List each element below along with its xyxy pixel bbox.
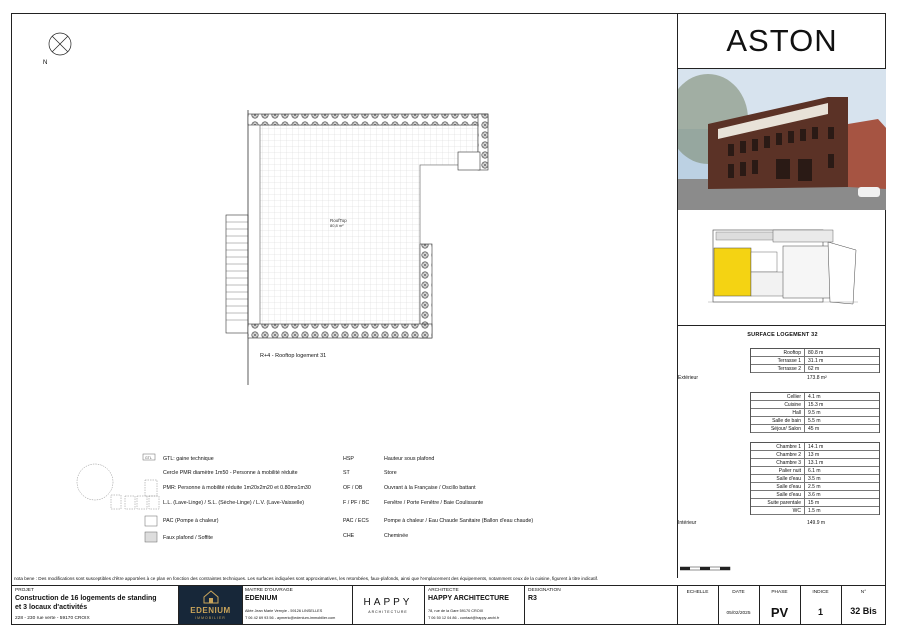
legend-desc: Cheminée bbox=[384, 533, 409, 539]
projet-name-1: Construction de 16 logements de standing bbox=[15, 595, 157, 602]
phase-label: PHASE bbox=[771, 590, 788, 595]
table-row: Chambre 2 13 m bbox=[751, 451, 879, 459]
key-plan-image bbox=[678, 210, 887, 326]
legend-desc: Ouvrant à la Française / Oscillo battant bbox=[384, 485, 476, 491]
edenium-logo bbox=[179, 586, 242, 624]
rooftop-floor bbox=[260, 125, 478, 325]
logo-sub: IMMOBILIER bbox=[195, 616, 226, 620]
legend-pmr-circle: Cercle PMR diamètre 1m50 - Personne à mobilité réduite bbox=[163, 470, 298, 476]
faux-plafond-symbol bbox=[145, 532, 157, 542]
building-render bbox=[677, 69, 886, 210]
mo-address: Allée Jean Marie Vernyie - 59126 LINSELLES bbox=[245, 609, 323, 613]
room-area: 80,8 m² bbox=[330, 223, 344, 228]
num-value: 32 Bis bbox=[850, 606, 877, 616]
table-row: WC 1.5 m bbox=[751, 507, 879, 515]
svg-text:GTL: GTL bbox=[145, 456, 152, 460]
interior-total-value: 149.9 m bbox=[807, 520, 826, 526]
table-row: Chambre 3 13.1 m bbox=[751, 459, 879, 467]
exterior-total-value: 173.8 m² bbox=[807, 375, 827, 381]
legend-desc: Fenêtre / Porte Fenêtre / Baie Coulissante bbox=[384, 500, 484, 506]
project-title: ASTON bbox=[677, 13, 886, 69]
table-row: Chambre 1 14.1 m bbox=[751, 443, 879, 451]
legend-code: ST bbox=[343, 470, 350, 476]
legend-pmr: PMR: Personne à mobilité réduite 1m20x2m20 et 0.80mx1m30 bbox=[163, 485, 311, 491]
legend-code: PAC / ECS bbox=[343, 518, 369, 524]
legend-symbols bbox=[75, 452, 165, 547]
nota-bene: nota bene : Des modifications sont susceptibles d'être apportées à ce plan en fonction des contraintes techniques. Les surfaces indiquées sont approximatives, les retombées, faux-plafonds, ainsi que l'emplacement des équipements, notamment ceux de la cuisine, figurent à titre indicatif. bbox=[14, 576, 599, 581]
key-plan bbox=[677, 210, 886, 326]
table-row: Salle d'eau 2.5 m bbox=[751, 483, 879, 491]
table-row: Palier nuit 6.1 m bbox=[751, 467, 879, 475]
table-row: Hall 9.5 m bbox=[751, 409, 879, 417]
table-row: Suite parentale 15 m bbox=[751, 499, 879, 507]
north-arrow-icon bbox=[40, 30, 80, 68]
happy-sub: ARCHITECTURE bbox=[368, 610, 408, 614]
legend-faux-plafond: Faux plafond / Soffite bbox=[163, 535, 213, 541]
table-row: Terrasse 2 62 m bbox=[751, 365, 879, 373]
legend-pac: PAC (Pompe à chaleur) bbox=[163, 518, 219, 524]
legend-code: HSP bbox=[343, 456, 354, 462]
staircase bbox=[226, 110, 248, 385]
echelle-label: ECHELLE bbox=[686, 590, 709, 595]
mo-name: EDENIUM bbox=[245, 595, 278, 602]
phase-value: PV bbox=[770, 605, 789, 620]
pac-symbol bbox=[145, 516, 157, 526]
legend-code: CHE bbox=[343, 533, 355, 539]
projet-name-2: et 3 locaux d'activités bbox=[15, 604, 88, 611]
arch-label: ARCHITECTE bbox=[428, 588, 459, 593]
date-label: DATE bbox=[732, 590, 745, 595]
legend-gtl: GTL: gaine technique bbox=[163, 456, 214, 462]
indice-value: 1 bbox=[817, 607, 823, 617]
legend-appliances: L.L. (Lave-Linge) / S.L. (Sèche-Linge) / L.V. (Lave-Vaisselle) bbox=[163, 500, 305, 506]
designation-label: DESIGNATION bbox=[528, 588, 561, 593]
logo-text: EDENIUM bbox=[190, 606, 231, 615]
surface-title: SURFACE LOGEMENT 32 bbox=[747, 332, 818, 338]
mo-label: MAITRE D'OUVRAGE bbox=[245, 588, 293, 593]
rooftop-plan bbox=[220, 110, 500, 390]
scale-bar-icon bbox=[680, 565, 740, 573]
day-group bbox=[750, 392, 880, 433]
projet-address: 228 - 230 rue verte - 59170 CROIX bbox=[15, 616, 90, 621]
indice-label: INDICE bbox=[812, 590, 829, 595]
arch-name: HAPPY ARCHITECTURE bbox=[428, 595, 509, 602]
designation-value: R3 bbox=[528, 595, 537, 602]
table-row: Salle d'eau 3.5 m bbox=[751, 475, 879, 483]
arch-contact: T 06 50 12 04 86 - contact@happy-archi.fr bbox=[428, 616, 500, 620]
plan-caption: R+4 - Rooftop logement 31 bbox=[260, 353, 327, 359]
table-row: Cellier 4.1 m bbox=[751, 393, 879, 401]
pmr-rect-symbol bbox=[145, 480, 157, 496]
mo-contact: T 06 42 69 93 56 - aymeric@edenium-immobilier.com bbox=[245, 616, 336, 620]
legend-code: F / PF / BC bbox=[343, 500, 370, 506]
exterior-total-label: Extérieur bbox=[678, 375, 699, 381]
interior-total-label: Intérieur bbox=[678, 520, 697, 526]
num-label: N° bbox=[860, 590, 867, 595]
legend-desc: Store bbox=[384, 470, 397, 476]
arch-address: 78, rue de la Gare 59170 CROIX bbox=[428, 609, 484, 613]
table-row: Séjour/ Salon 45 m bbox=[751, 425, 879, 433]
legend-desc: Hauteur sous plafond bbox=[384, 456, 435, 462]
legend-code: OF / OB bbox=[343, 485, 363, 491]
appliance-symbol bbox=[125, 496, 135, 509]
table-row: Terrasse 1 31.1 m bbox=[751, 357, 879, 365]
date-value: 05/02/2025 bbox=[726, 611, 751, 616]
happy-logo: HAPPY bbox=[363, 597, 413, 608]
exterior-group bbox=[750, 348, 880, 373]
table-row: Salle d'eau 3.6 m bbox=[751, 491, 879, 499]
projet-label: PROJET bbox=[15, 588, 34, 593]
surface-table bbox=[677, 326, 886, 578]
house-logo-icon bbox=[203, 590, 219, 604]
room-name: RoofTop bbox=[330, 218, 347, 223]
table-row: Cuisine 15.3 m bbox=[751, 401, 879, 409]
table-row: Salle de bain 5.5 m bbox=[751, 417, 879, 425]
night-group bbox=[750, 442, 880, 515]
legend-desc: Pompe à chaleur / Eau Chaude Sanitaire (Ballon d'eau chaude) bbox=[384, 518, 534, 524]
north-label: N bbox=[43, 60, 48, 66]
building-render-image bbox=[678, 69, 886, 210]
table-row: Rooftop 80.8 m bbox=[751, 349, 879, 357]
pmr-circle-symbol bbox=[77, 464, 113, 500]
